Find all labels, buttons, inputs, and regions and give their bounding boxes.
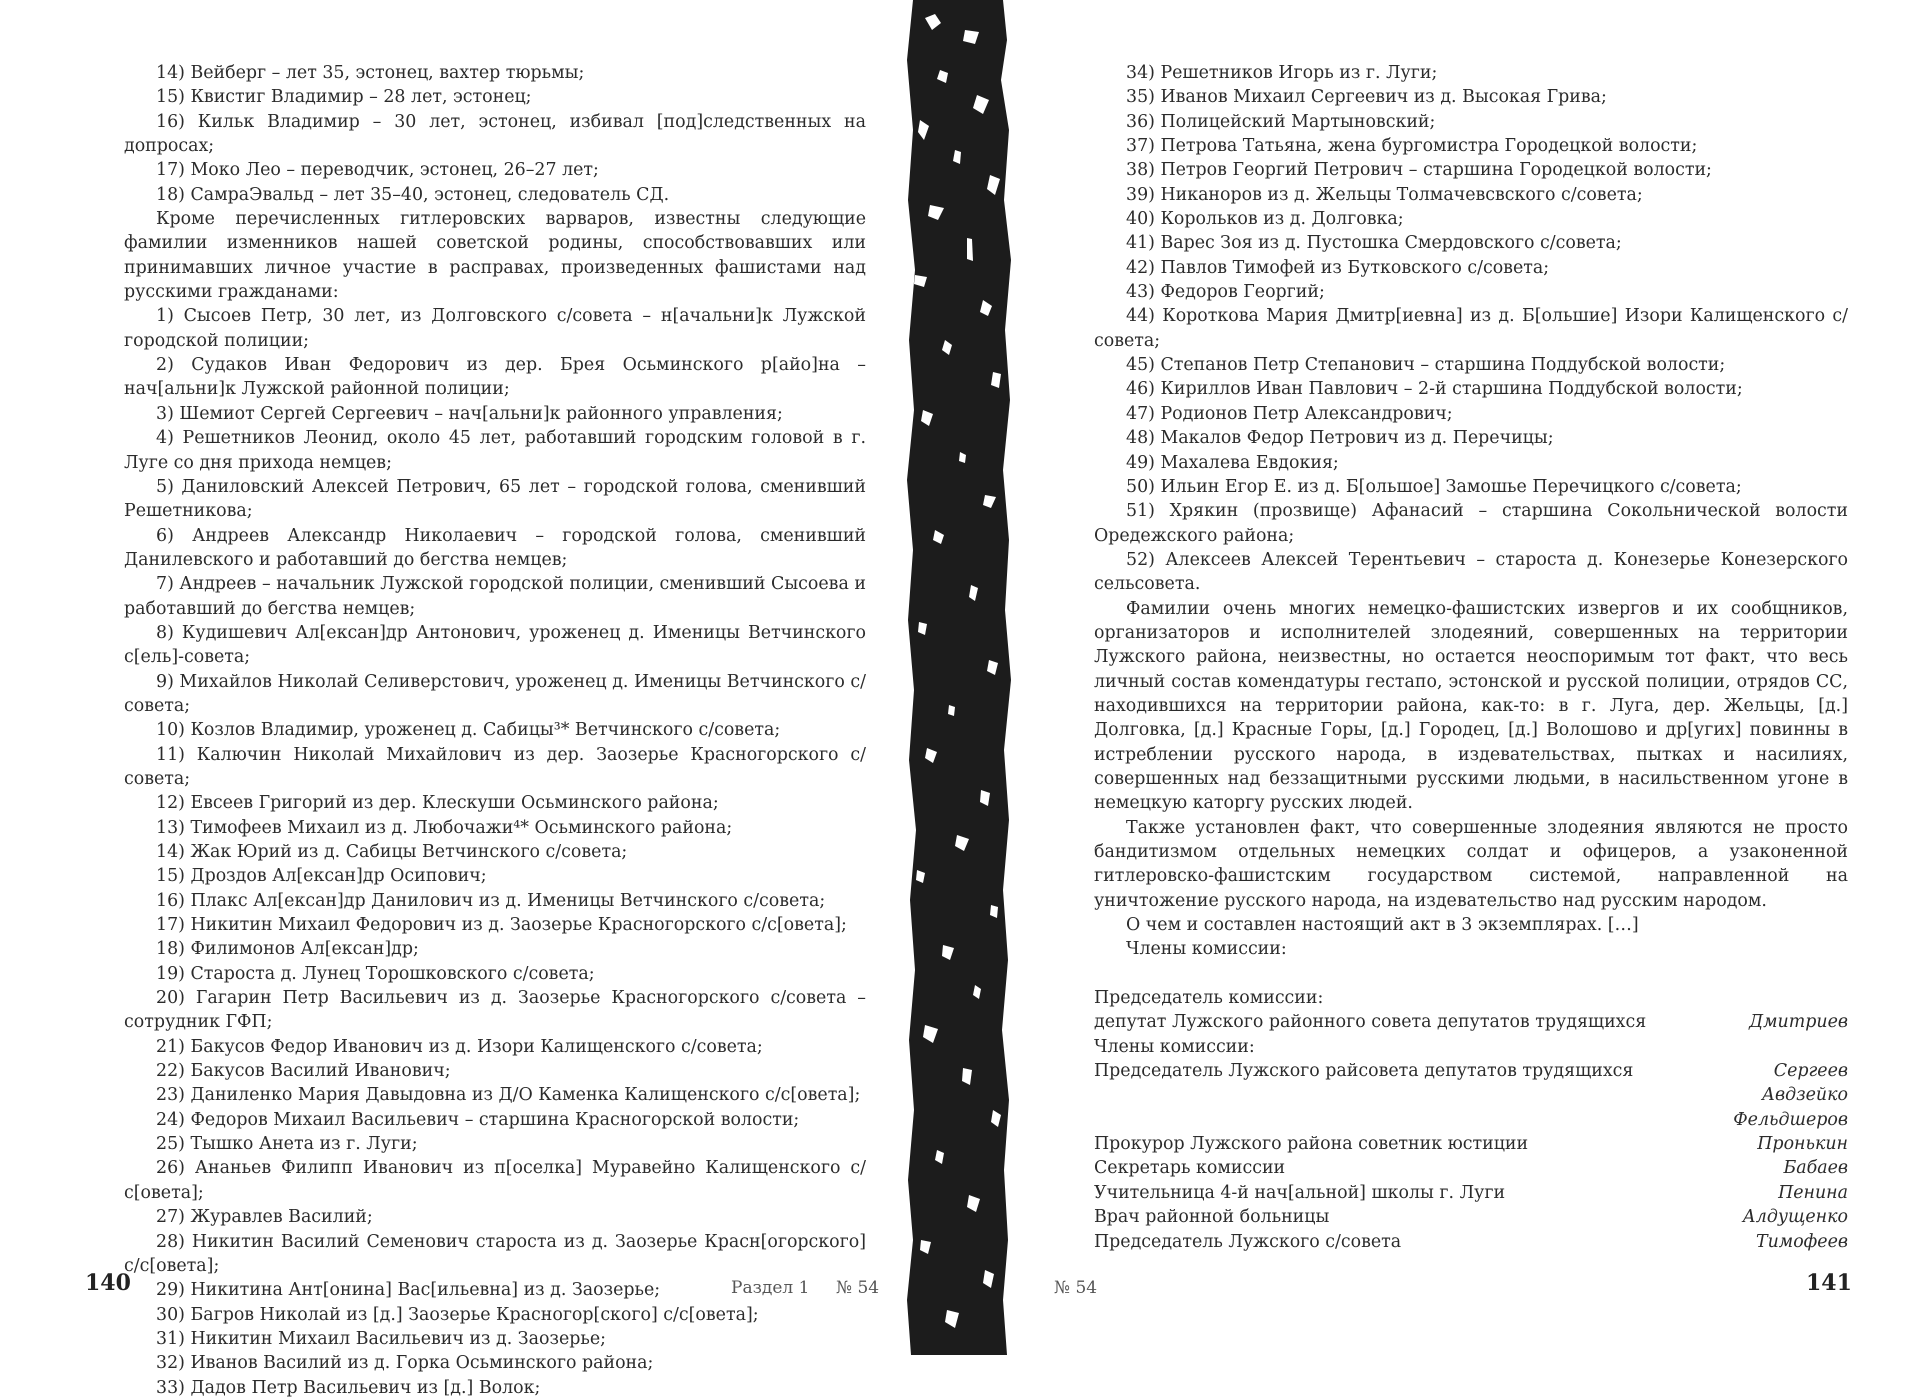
list-item: 20) Гагарин Петр Васильевич из д. Заозерье Красногорского с/совета – сотрудник ГФП; (124, 988, 866, 1033)
signature-name: Дмитриев (1749, 1012, 1848, 1033)
list-item: 46) Кириллов Иван Павлович – 2-й старшина Поддубской волости; (1126, 379, 1743, 400)
right-doc-number: № 54 (1054, 1278, 1098, 1298)
list-item: 39) Никаноров из д. Жельцы Толмачевсвского с/совета; (1126, 184, 1643, 205)
list-item: 51) Хрякин (прозвище) Афанасий – старшина Сокольнической волости Оредежского района; (1094, 501, 1848, 546)
list-item: 25) Тышко Анета из г. Луги; (156, 1134, 418, 1155)
signature-row (1094, 986, 1848, 1010)
list-item: 16) Плакс Ал[ексан]др Данилович из д. Именицы Ветчинского с/совета; (156, 890, 826, 911)
signature-role: Председатель Лужского райсовета депутатов трудящихся (1094, 1061, 1634, 1082)
list-item: 26) Ананьев Филипп Иванович из п[оселка] Муравейно Калищенского с/с[овета]; (124, 1158, 866, 1203)
signature-role: Врач районной больницы (1094, 1207, 1330, 1228)
list-item: 47) Родионов Петр Александрович; (1126, 403, 1453, 424)
list-item: 18) Филимонов Ал[ексан]др; (156, 939, 419, 960)
list-item: 3) Шемиот Сергей Сергеевич – нач[альни]к районного управления; (156, 403, 783, 424)
list-item: 23) Даниленко Мария Давыдовна из Д/О Каменка Калищенского с/с[овета]; (156, 1085, 861, 1106)
list-item: 5) Даниловский Алексей Петрович, 65 лет – городской голова, сменивший Решетникова; (124, 476, 866, 522)
signature-row (1094, 1035, 1848, 1059)
signature-name: Тимофеев (1755, 1231, 1848, 1252)
list-item: 2) Судаков Иван Федорович из дер. Брея Осьминского р[айо]на – нач[альни]к Лужской районной полиции; (124, 355, 866, 400)
list-item: 31) Никитин Михаил Васильевич из д. Заозерье; (156, 1328, 606, 1349)
list-item: 34) Решетников Игорь из г. Луги; (1126, 63, 1438, 83)
spacer (1094, 962, 1848, 986)
list-item: 27) Журавлев Василий; (156, 1207, 373, 1228)
paragraph: Также установлен факт, что совершенные злодеяния являются не просто бандитизмом отдельных немецких солдат и офицеров, а узаконенной гитлеровско-фашистским государством системой, направленной на уничтожение русского народа, на издевательство над русским народом. (1094, 817, 1848, 911)
signature-role: Члены комиссии: (1094, 1036, 1255, 1057)
list-item: 8) Кудишевич Ал[ексан]др Антонович, уроженец д. Именицы Ветчинского с[ель]-совета; (124, 622, 866, 668)
paragraph: Фамилии очень многих немецко-фашистских извергов и их сообщников, организаторов и исполнителей злодеяний, совершенных на территории Лужского района, неизвестны, но остается неоспоримым тот факт, что весь личный состав комендатуры гестапо, эстонской и русской полиции, отрядов СС, находившихся на территории района, как-то: в г. Луга, дер. Жельцы, [д.] Долговка, [д.] Красные Горы, [д.] Городец, [д.] Волошово и др[угих] повинны в истреблении русского народа, в издевательствах, пытках и насилиях, совершенных над беззащитными русскими людьми, в насильственном угоне в немецкую каторгу русских людей. (1094, 598, 1848, 814)
torn-black-strip (905, 0, 1013, 1355)
list-item: 35) Иванов Михаил Сергеевич из д. Высокая Грива; (1126, 87, 1607, 108)
signature-role: Учительница 4-й нач[альной] школы г. Луги (1094, 1182, 1506, 1203)
list-item: 33) Дадов Петр Васильевич из [д.] Волок; (156, 1377, 541, 1398)
signature-role: Прокурор Лужского района советник юстиции (1094, 1134, 1529, 1155)
signature-name: Пронькин (1757, 1134, 1848, 1155)
list-item: 32) Иванов Василий из д. Горка Осьминского района; (156, 1353, 654, 1374)
paragraph: Кроме перечисленных гитлеровских варваров, известны следующие фамилии изменников нашей советской родины, способствовавших или принимавших личное участие в расправах, произведенных фашистами над русскими гражданами: (124, 209, 866, 303)
right-page-text (1094, 61, 1848, 1254)
right-page (1013, 0, 1920, 1355)
signature-row (1094, 1059, 1848, 1083)
list-item: 49) Махалева Евдокия; (1126, 452, 1339, 473)
list-item: 13) Тимофеев Михаил из д. Любочажи⁴* Осьминского района; (156, 817, 733, 838)
list-item: 44) Короткова Мария Дмитр[иевна] из д. Б[ольшие] Изори Калищенского с/совета; (1094, 306, 1848, 351)
signature-row (1094, 1083, 1848, 1107)
signature-row (1094, 1181, 1848, 1205)
signature-row (1094, 1205, 1848, 1229)
list-item: 17) Моко Лео – переводчик, эстонец, 26–27 лет; (156, 160, 599, 181)
list-item: 14) Жак Юрий из д. Сабицы Ветчинского с/совета; (156, 842, 628, 862)
left-page (0, 0, 905, 1398)
signature-row (1094, 1132, 1848, 1156)
left-page-text (124, 61, 866, 1400)
list-item: 10) Козлов Владимир, уроженец д. Сабицы³* Ветчинского с/совета; (156, 720, 781, 741)
list-item: 37) Петрова Татьяна, жена бургомистра Городецкой волости; (1126, 136, 1698, 157)
list-item: 36) Полицейский Мартыновский; (1126, 111, 1436, 132)
list-item: 40) Корольков из д. Долговка; (1126, 209, 1404, 230)
list-item: 42) Павлов Тимофей из Бутковского с/совета; (1126, 257, 1550, 278)
signature-name: Сергеев (1773, 1061, 1848, 1082)
signature-role: депутат Лужского районного совета депутатов трудящихся (1094, 1012, 1647, 1033)
list-item: 29) Никитина Ант[онина] Вас[ильевна] из д. Заозерье; (156, 1280, 661, 1301)
signature-row (1094, 1156, 1848, 1180)
list-item: 52) Алексеев Алексей Терентьевич – староста д. Конезерье Конезерского сельсовета. (1094, 549, 1848, 595)
signature-name: Бабаев (1783, 1158, 1848, 1179)
paragraph: О чем и составлен настоящий акт в 3 экземплярах. […] (1126, 915, 1639, 936)
list-item: 14) Вейберг – лет 35, эстонец, вахтер тюрьмы; (156, 63, 585, 83)
signature-role: Секретарь комиссии (1094, 1158, 1286, 1179)
list-item: 50) Ильин Егор Е. из д. Б[ольшое] Замошье Перечицкого с/совета; (1126, 476, 1742, 497)
list-item: 22) Бакусов Василий Иванович; (156, 1061, 451, 1082)
signature-name: Пенина (1778, 1182, 1848, 1203)
signature-row (1094, 1010, 1848, 1034)
list-item: 6) Андреев Александр Николаевич – городской голова, сменивший Данилевского и работавший до бегства немцев; (124, 525, 866, 570)
list-item: 15) Квистиг Владимир – 28 лет, эстонец; (156, 87, 532, 108)
list-item: 12) Евсеев Григорий из дер. Клескуши Осьминского района; (156, 793, 719, 814)
list-item: 9) Михайлов Николай Селиверстович, уроженец д. Именицы Ветчинского с/совета; (124, 671, 866, 716)
left-doc-number: № 54 (836, 1278, 880, 1298)
list-item: 24) Федоров Михаил Васильевич – старшина Красногорской волости; (156, 1109, 800, 1130)
list-item: 43) Федоров Георгий; (1126, 282, 1325, 303)
signature-name: Алдущенко (1742, 1207, 1848, 1228)
list-item: 30) Багров Николай из [д.] Заозерье Красногор[ского] с/с[овета]; (156, 1304, 759, 1325)
list-item: 21) Бакусов Федор Иванович из д. Изори Калищенского с/совета; (156, 1036, 763, 1057)
signature-row (1094, 1230, 1848, 1254)
list-item: 19) Староста д. Лунец Торошковского с/совета; (156, 963, 595, 984)
signature-row (1094, 1108, 1848, 1132)
list-item: 7) Андреев – начальник Лужской городской полиции, сменивший Сысоева и работавший до бегства немцев; (124, 574, 866, 619)
list-item: 16) Кильк Владимир – 30 лет, эстонец, избивал [под]следственных на допросах; (124, 111, 866, 157)
paragraph: Члены комиссии: (1126, 939, 1287, 960)
list-item: 1) Сысоев Петр, 30 лет, из Долговского с/совета – н[ачальни]к Лужской городской полиции; (124, 306, 866, 351)
signature-name: Фельдшеров (1733, 1109, 1848, 1130)
list-item: 45) Степанов Петр Степанович – старшина Поддубской волости; (1126, 355, 1726, 376)
list-item: 4) Решетников Леонид, около 45 лет, работавший городским головой в г. Луге со дня прихода немцев; (124, 428, 866, 473)
list-item: 11) Калючин Николай Михайлович из дер. Заозерье Красногорского с/совета; (124, 744, 866, 789)
list-item: 28) Никитин Василий Семенович староста из д. Заозерье Красн[огорского] с/с[овета]; (124, 1231, 866, 1276)
signature-role: Председатель Лужского с/совета (1094, 1231, 1402, 1252)
list-item: 48) Макалов Федор Петрович из д. Перечицы; (1126, 428, 1554, 449)
right-page-number: 141 (1806, 1270, 1852, 1296)
list-item: 17) Никитин Михаил Федорович из д. Заозерье Красногорского с/с[овета]; (156, 915, 847, 936)
list-item: 38) Петров Георгий Петрович – старшина Городецкой волости; (1126, 160, 1712, 181)
signature-name: Авдзейко (1761, 1085, 1848, 1106)
list-item: 41) Варес Зоя из д. Пустошка Смердовского с/совета; (1126, 233, 1622, 254)
list-item: 18) СамраЭвальд – лет 35–40, эстонец, следователь СД. (156, 184, 670, 205)
signature-role: Председатель комиссии: (1094, 988, 1324, 1009)
left-section-label: Раздел 1 (731, 1278, 810, 1298)
left-page-number: 140 (85, 1270, 131, 1296)
list-item: 15) Дроздов Ал[ексан]др Осипович; (156, 866, 487, 887)
